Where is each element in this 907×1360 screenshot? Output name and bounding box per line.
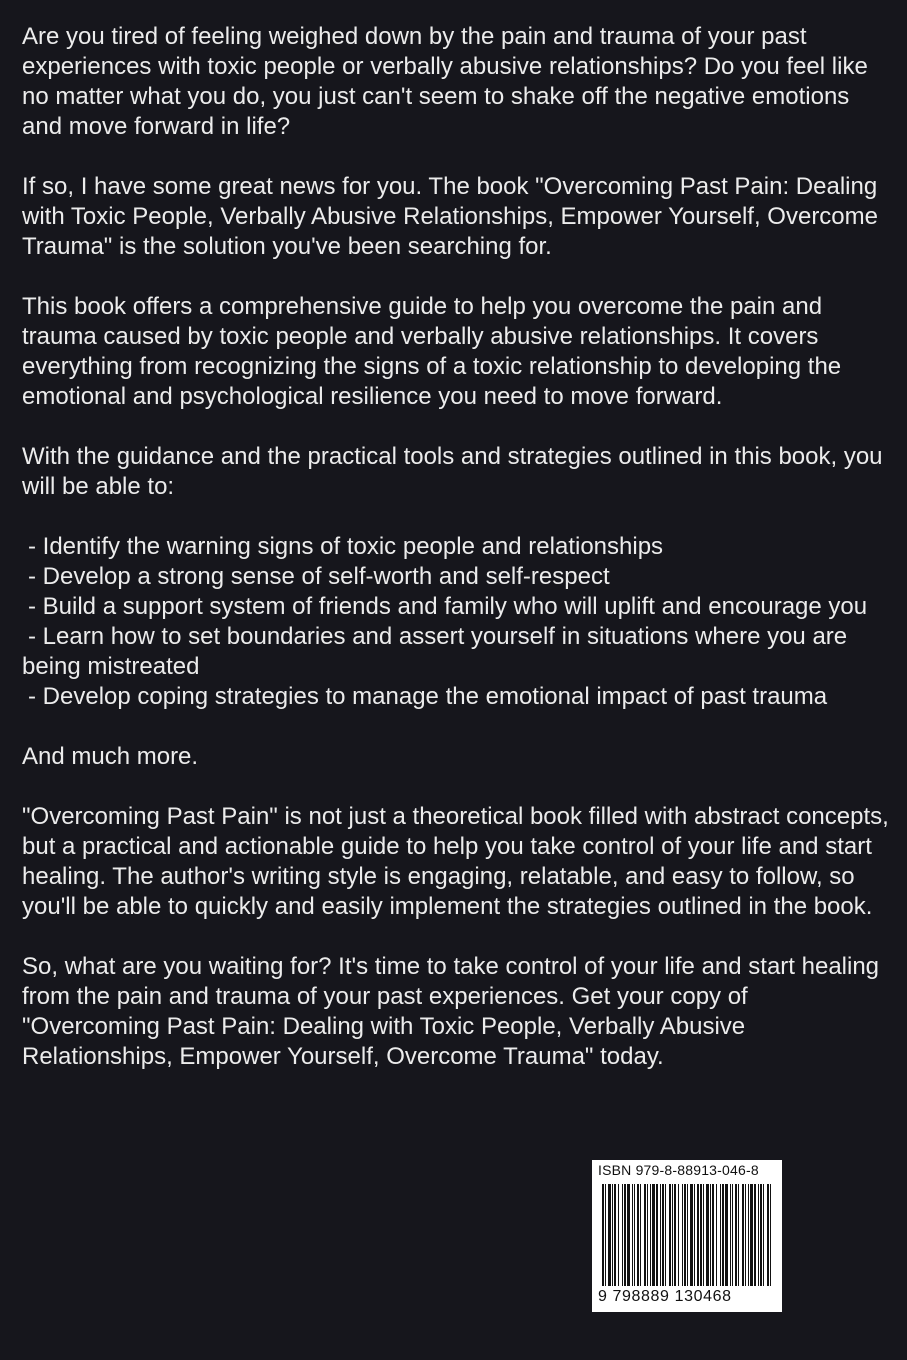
barcode-bar [672,1184,673,1286]
description-paragraph: "Overcoming Past Pain" is not just a theoretical book filled with abstract concepts, but a practical and actionable guide to help you take control of your life and start healing. The author's writing style is engaging, relatable, and easy to follow, so you'll be able to quickly and easily implement the strategies outlined in the book. [22,803,889,920]
list-item: - Identify the warning signs of toxic people and relationships [28,533,664,560]
barcode-bar [687,1184,688,1286]
barcode-bar [622,1184,623,1286]
barcode-bar [674,1184,676,1286]
barcode-bar [725,1184,728,1286]
barcode-digits: 9 798889 130468 [598,1288,732,1305]
barcode-bar [763,1184,764,1286]
barcode-bar [650,1184,651,1286]
barcode-bar [694,1184,695,1286]
isbn-barcode [592,1160,782,1312]
barcode-bar [742,1184,744,1286]
barcode-bar [660,1184,661,1286]
list-item: - Build a support system of friends and family who will uplift and encourage you [28,593,868,620]
barcode-bar [656,1184,658,1286]
barcode-bar [682,1184,683,1286]
barcode-bar [745,1184,746,1286]
barcode-bar [758,1184,759,1286]
barcode-bar [732,1184,733,1286]
barcode-bars [602,1184,772,1286]
list-item: - Develop coping strategies to manage the emotional impact of past trauma [28,683,828,710]
isbn-label: ISBN 979-8-88913-046-8 [598,1162,759,1178]
barcode-bar [770,1184,771,1286]
barcode-bar [767,1184,769,1286]
barcode-bar [637,1184,639,1286]
barcode-bar [644,1184,646,1286]
barcode-bar [612,1184,613,1286]
barcode-bar [754,1184,756,1286]
barcode-bar [706,1184,709,1286]
barcode-bar [720,1184,721,1286]
barcode-bar [750,1184,753,1286]
barcode-bar [627,1184,630,1286]
barcode-bar [608,1184,611,1286]
barcode-bar [678,1184,679,1286]
barcode-bar [662,1184,664,1286]
barcode-bar [760,1184,762,1286]
barcode-bar [614,1184,616,1286]
benefits-list [22,532,892,712]
overview-paragraph: This book offers a comprehensive guide to help you overcome the pain and trauma caused by toxic people and verbally abusive relationships. It covers everything from recognizing the signs of a toxic relationship to developing the emotional and psychological resilience you need to move forward. [22,293,842,410]
benefits-intro-paragraph: With the guidance and the practical tools and strategies outlined in this book, you will be able to: [22,443,883,500]
barcode-bar [690,1184,693,1286]
call-to-action-paragraph: So, what are you waiting for? It's time to take control of your life and start healing from the pain and trauma of your past experiences. Get your copy of "Overcoming Past Pain: Dealing with Toxic People, Verbally Abusive Relationships, Empower Yourself, Overcome Trauma" today. [22,953,880,1070]
barcode-bar [712,1184,714,1286]
barcode-bar [703,1184,704,1286]
barcode-bar [605,1184,606,1286]
barcode-bar [624,1184,626,1286]
barcode-bar [738,1184,739,1286]
barcode-bar [618,1184,619,1286]
barcode-bar [716,1184,717,1286]
more-paragraph: And much more. [22,743,199,770]
barcode-bar [697,1184,699,1286]
barcode-bar [665,1184,666,1286]
intro-paragraph: Are you tired of feeling weighed down by the pain and trauma of your past experiences with toxic people or verbally abusive relationships? Do you feel like no matter what you do, you just can't seem to shake off the negative emotions and move forward in life? [22,23,868,140]
barcode-bar [632,1184,633,1286]
barcode-bar [640,1184,641,1286]
barcode-bar [710,1184,711,1286]
list-item: - Learn how to set boundaries and assert yourself in situations where you are being mistreated [22,623,848,680]
announcement-paragraph: If so, I have some great news for you. The book "Overcoming Past Pain: Dealing with Toxic People, Verbally Abusive Relationships, Empower Yourself, Overcome Trauma" is the solution you've been searching for. [22,173,878,260]
barcode-bar [652,1184,655,1286]
blurb-text [22,22,892,1102]
barcode-bar [700,1184,702,1286]
barcode-bar [647,1184,648,1286]
barcode-bar [722,1184,724,1286]
barcode-bar [669,1184,671,1286]
barcode-bar [684,1184,686,1286]
list-item: - Develop a strong sense of self-worth and self-respect [28,563,610,590]
barcode-bar [748,1184,749,1286]
barcode-bar [730,1184,731,1286]
barcode-bar [634,1184,635,1286]
barcode-bar [602,1184,604,1286]
barcode-bar [735,1184,737,1286]
